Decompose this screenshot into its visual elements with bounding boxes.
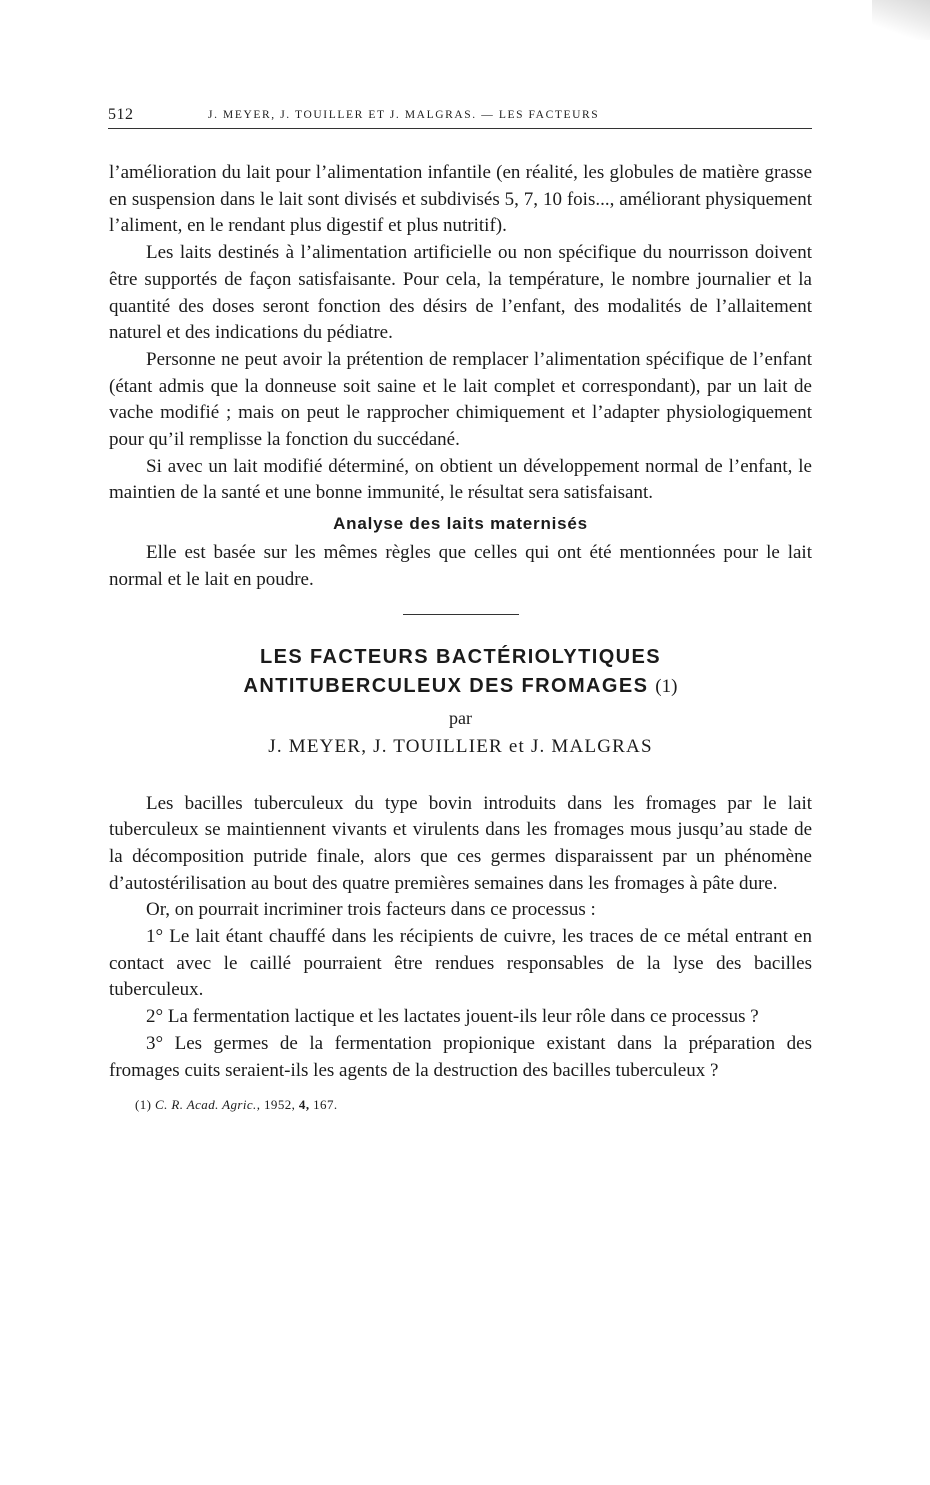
footnote-source: C. R. Acad. Agric., <box>155 1097 261 1113</box>
paragraph-continued: l’amélioration du lait pour l’alimentation infantile (en réalité, les globules de matière grasse en suspension dans le lait sont divisés et subdivisés 5, 7, 10 fois..., améliorant physiquement l’aliment, en le rendant plus digestif et plus nutritif). <box>109 162 812 237</box>
footnote-marker: (1) <box>135 1097 152 1113</box>
footnote-page: 167. <box>313 1097 338 1113</box>
article-title-line: LES FACTEURS BACTÉRIOLYTIQUES <box>259 645 661 668</box>
paragraph: Si avec un lait modifié déterminé, on obtient un développement normal de l’enfant, le maintien de la santé et une bonne immunité, le résultat sera satisfaisant. <box>109 455 812 504</box>
section-divider <box>403 614 519 615</box>
page-corner-shadow <box>872 0 930 40</box>
running-title: J. MEYER, J. TOUILLER ET J. MALGRAS. — LES FACTEURS <box>208 109 600 121</box>
list-item: 2° La fermentation lactique et les lactates jouent-ils leur rôle dans ce processus ? <box>146 1006 759 1028</box>
article-title-text: ANTITUBERCULEUX DES FROMAGES <box>243 674 649 697</box>
paragraph: Personne ne peut avoir la prétention de remplacer l’alimentation spécifique de l’enfant (étant admis que la donneuse soit saine et le lait complet et correspondant), par un lait de vache modifié ; mais on peut le rapprocher chimiquement et l’adapter physiologiquement pour qu’il remplisse la fonction du succédané. <box>109 348 812 451</box>
footnote <box>109 1096 812 1114</box>
by-line: par <box>449 707 472 728</box>
page-body <box>109 160 812 1114</box>
page-number: 512 <box>108 106 134 123</box>
article-title <box>109 643 812 701</box>
article-title-line <box>109 672 812 701</box>
footnote-year: 1952, <box>264 1097 296 1113</box>
paragraph: Or, on pourrait incriminer trois facteurs dans ce processus : <box>146 899 596 921</box>
section-heading: Analyse des laits maternisés <box>333 514 588 534</box>
running-header <box>108 106 812 129</box>
authors: J. MEYER, J. TOUILLIER et J. MALGRAS <box>268 735 653 757</box>
paragraph: Les laits destinés à l’alimentation artificielle ou non spécifique du nourrisson doivent être supportés de façon satisfaisante. Pour cela, la température, le nombre journalier et la quantité des doses seront fonction des désirs de l’enfant, des modalités de l’allaitement naturel et des indications du pédiatre. <box>109 242 812 344</box>
footnote-volume: 4, <box>298 1097 310 1113</box>
paragraph: Les bacilles tuberculeux du type bovin introduits dans les fromages par le lait tuberculeux se maintiennent vivants et virulents dans les fromages mous jusqu’au stade de la décomposition putride finale, alors que ces germes disparaissent par un phénomène d’autostérilisation au bout des quatre premières semaines dans les fromages à pâte dure. <box>109 792 812 894</box>
list-item: 1° Le lait étant chauffé dans les récipients de cuivre, les traces de ce métal entrant en contact avec le caillé pourraient être rendues responsables de la lyse des bacilles tuberculeux. <box>109 926 812 1001</box>
footnote-reference: (1) <box>655 675 678 697</box>
paragraph: Elle est basée sur les mêmes règles que celles qui ont été mentionnées pour le lait normal et le lait en poudre. <box>109 542 812 590</box>
list-item: 3° Les germes de la fermentation propionique existant dans la préparation des fromages cuits seraient-ils les agents de la destruction des bacilles tuberculeux ? <box>109 1032 812 1081</box>
